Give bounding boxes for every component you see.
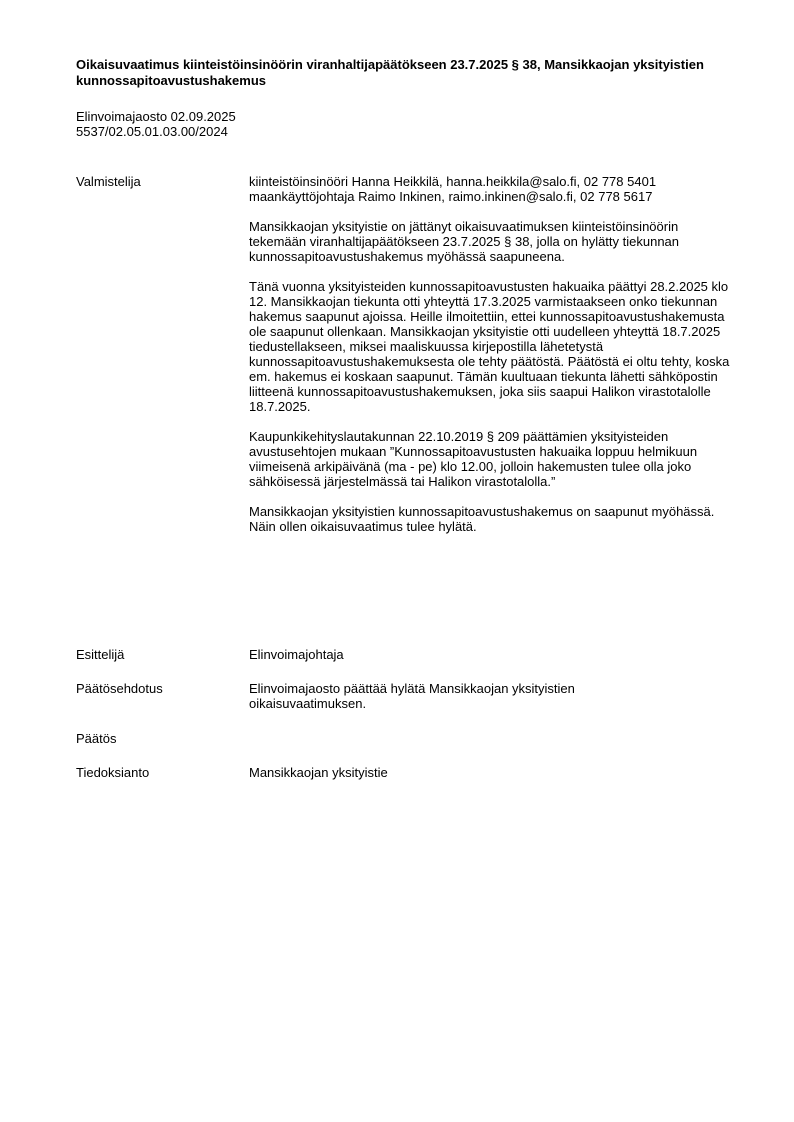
paragraph-3: Kaupunkikehityslautakunnan 22.10.2019 § 209 päättämien yksityisteiden avustusehtojen mukaan ”Kunnossapitoavustusten hakuaika loppuu helmikuun viimeisenä arkipäivänä (ma - pe) klo 12.00, jolloin hakemusten tulee olla joko sähköisessä järjestelmässä tai Halikon virastotalolla.” [249,429,698,489]
paatosehdotus-value: Elinvoimajaosto päättää hylätä Mansikkaojan yksityistien oikaisuvaatimuksen. [249,681,575,711]
paragraph-2: Tänä vuonna yksityisteiden kunnossapitoavustusten hakuaika päättyi 28.2.2025 klo 12. Mansikkaojan tiekunta otti yhteyttä 17.3.2025 varmistaakseen onko tiekunnan hakemus saapunut ajoissa. Heille ilmoitettiin, ettei kunnossapitoavustushakemusta ole saapunut ollenkaan. Mansikkaojan yksityistie otti uudelleen yhteyttä 18.7.2025 tiedustellakseen, miksei maaliskuussa kirjepostilla lähetetystä kunnossapitoavustushakemuksesta ole tehty päätöstä. Päätöstä ei oltu tehty, koska em. hakemus ei koskaan saapunut. Tämän kuultuaan tiekunta lähetti sähköpostin liitteenä kunnossapitoavustushakemuksen, joka siis saapui Halikon virastotalolle 18.7.2025. [249,279,730,414]
preparers-block [249,174,737,204]
document-meta [76,109,676,139]
preparer-1: kiinteistöinsinööri Hanna Heikkilä, hanna.heikkila@salo.fi, 02 778 5401 [249,174,657,189]
paragraph-4: Mansikkaojan yksityistien kunnossapitoavustushakemus on saapunut myöhässä. Näin ollen oikaisuvaatimus tulee hylätä. [249,504,715,534]
esittelija-label: Esittelijä [76,647,125,662]
valmistelija-content [249,174,737,549]
tiedoksianto-value: Mansikkaojan yksityistie [249,765,388,780]
record-number: 5537/02.05.01.03.00/2024 [76,124,228,139]
valmistelija-label: Valmistelija [76,174,141,189]
esittelija-value: Elinvoimajohtaja [249,647,344,662]
preparer-2: maankäyttöjohtaja Raimo Inkinen, raimo.inkinen@salo.fi, 02 778 5617 [249,189,653,204]
paatosehdotus-label: Päätösehdotus [76,681,163,696]
paatos-label: Päätös [76,731,117,746]
paragraph-1: Mansikkaojan yksityistie on jättänyt oikaisuvaatimuksen kiinteistöinsinöörin tekemään viranhaltijapäätökseen 23.7.2025 § 38, jolla on hylätty tiekunnan kunnossapitoavustushakemus myöhässä saapuneena. [249,219,680,264]
tiedoksianto-label: Tiedoksianto [76,765,150,780]
document-title: Oikaisuvaatimus kiinteistöinsinöörin viranhaltijapäätökseen 23.7.2025 § 38, Mansikkaojan yksityistien kunnossapitoavustushakemus [76,57,704,88]
meeting-date: Elinvoimajaosto 02.09.2025 [76,109,236,124]
